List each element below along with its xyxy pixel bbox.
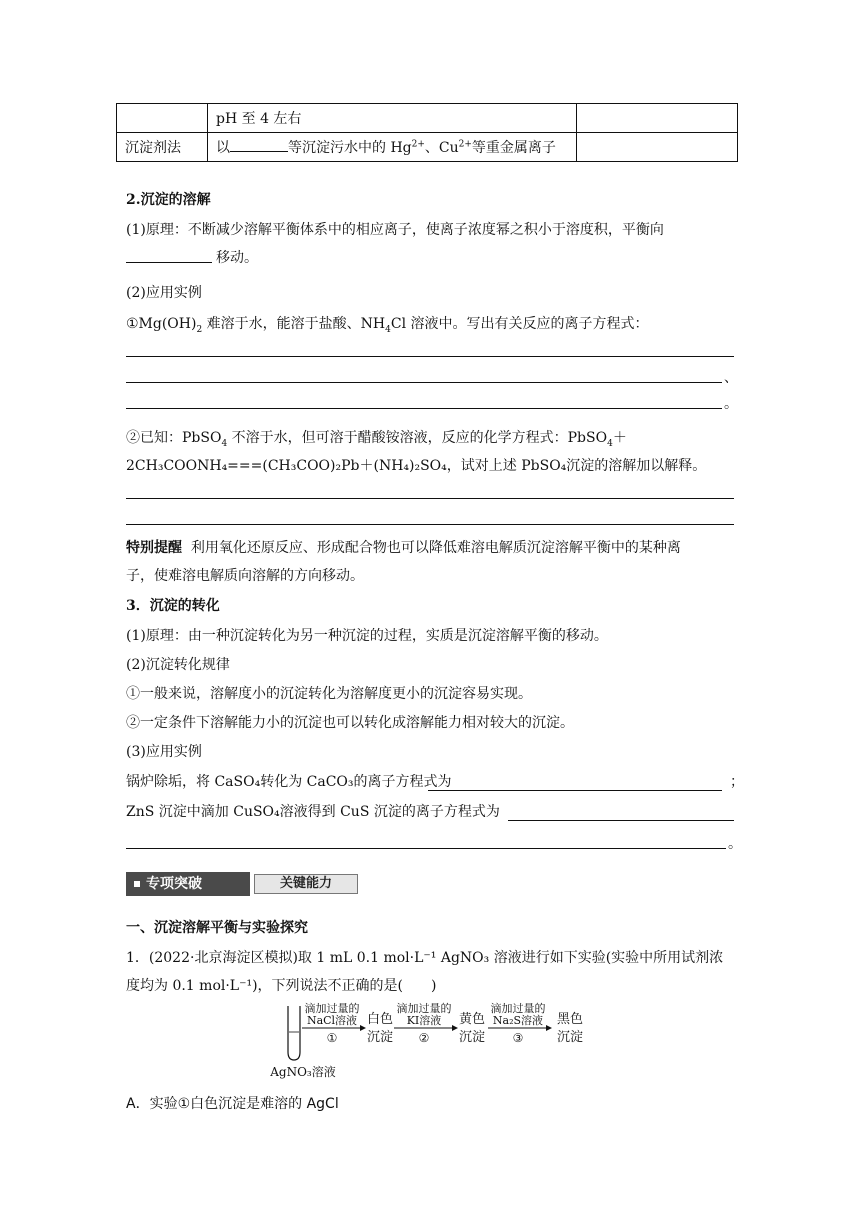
step1-reagent: NaCl溶液 (306, 1014, 358, 1027)
tip-paragraph (126, 538, 681, 558)
result3-b: 沉淀 (556, 1030, 583, 1045)
table-text: 、Cu (424, 140, 459, 156)
table-text: pH 至 4 左右 (216, 111, 302, 127)
subscript: 4 (607, 438, 613, 449)
paragraph: (2)应用实例 (126, 285, 202, 301)
tip-paragraph: 子，使难溶电解质向溶解的方向移动。 (126, 568, 364, 584)
text: ＋ (612, 430, 627, 446)
paragraph: 2CH₃COONH₄===(CH₃COO)₂Pb＋(NH₄)₂SO₄，试对上述 PbSO₄沉淀的溶解加以解释。 (126, 458, 707, 474)
text: 不溶于水，但可溶于醋酸铵溶液，反应的化学方程式：PbSO (227, 430, 608, 446)
step3-reagent: Na₂S溶液 (492, 1014, 544, 1027)
table-cell (208, 133, 577, 162)
square-icon (134, 881, 140, 887)
answer-line[interactable] (126, 498, 734, 499)
table-cell (577, 133, 738, 162)
step3-top: 滴加过量的 (490, 1002, 546, 1015)
banner-dark-label: 专项突破 (146, 876, 202, 892)
text: Cl 溶液中。写出有关反应的离子方程式： (390, 316, 649, 332)
subscript: 4 (385, 324, 391, 335)
section-heading: 一、沉淀溶解平衡与实验探究 (126, 920, 308, 936)
paragraph: (3)应用实例 (126, 744, 202, 760)
test-tube-icon (288, 1006, 300, 1060)
blank-line[interactable] (230, 137, 288, 152)
punctuation: 。 (724, 396, 738, 412)
table-cell (117, 104, 208, 133)
superscript: 2+ (411, 139, 425, 150)
result3-a: 黑色 (556, 1012, 583, 1027)
paragraph: (1)原理：不断减少溶解平衡体系中的相应离子，使离子浓度幂之积小于溶度积，平衡向 (126, 222, 664, 238)
paragraph: 锅炉除垢，将 CaSO₄转化为 CaCO₃的离子方程式为 (126, 774, 452, 790)
paragraph: ②一定条件下溶解能力小的沉淀也可以转化成溶解能力相对较大的沉淀。 (126, 715, 574, 731)
result1-b: 沉淀 (366, 1030, 393, 1045)
tip-label: 特别提醒 (126, 540, 182, 556)
paragraph: ①一般来说，溶解度小的沉淀转化为溶解度更小的沉淀容易实现。 (126, 686, 532, 702)
result1-a: 白色 (366, 1012, 393, 1027)
step1-num: ① (326, 1031, 338, 1045)
text: ②已知：PbSO (126, 430, 222, 446)
step2-num: ② (418, 1031, 430, 1045)
experiment-diagram (270, 1002, 596, 1084)
answer-line[interactable] (428, 790, 722, 791)
paragraph (126, 314, 649, 334)
punctuation: 。 (728, 836, 742, 852)
answer-line[interactable] (126, 848, 726, 849)
superscript: 2+ (458, 139, 472, 150)
paragraph: (1)原理：由一种沉淀转化为另一种沉淀的过程，实质是沉淀溶解平衡的移动。 (126, 628, 608, 644)
subscript: 2 (196, 324, 203, 335)
step2-reagent: KI溶液 (406, 1014, 442, 1027)
paragraph: (2)沉淀转化规律 (126, 657, 230, 673)
table-cell (577, 104, 738, 133)
step2-top: 滴加过量的 (396, 1002, 452, 1015)
punctuation: 、 (724, 370, 738, 386)
table-text: 以 (216, 140, 230, 156)
text: ①Mg(OH) (126, 316, 197, 332)
subscript: 4 (221, 438, 228, 449)
table-cell (208, 104, 577, 133)
tube-label: AgNO₃溶液 (270, 1065, 336, 1079)
paragraph: ZnS 沉淀中滴加 CuSO₄溶液得到 CuS 沉淀的离子方程式为 (126, 804, 500, 820)
table-text: 沉淀剂法 (125, 140, 181, 156)
banner-dark (126, 872, 250, 896)
question-text: 度均为 0.1 mol·L⁻¹)，下列说法不正确的是( ) (126, 978, 437, 994)
answer-line[interactable] (126, 408, 722, 409)
table-cell (117, 133, 208, 162)
table-text: 等沉淀污水中的 Hg (288, 140, 412, 156)
blank-line[interactable] (126, 262, 212, 263)
table-text: 等重金属离子 (471, 140, 556, 156)
answer-line[interactable] (126, 382, 722, 383)
punctuation: ； (730, 774, 744, 790)
banner-light: 关键能力 (254, 874, 358, 894)
paragraph (126, 428, 627, 448)
step1-top: 滴加过量的 (304, 1002, 360, 1015)
answer-line[interactable] (126, 524, 734, 525)
section-heading: 2.沉淀的溶解 (126, 192, 211, 208)
question-text: 1．(2022·北京海淀区模拟)取 1 mL 0.1 mol·L⁻¹ AgNO₃ 溶液进行如下实验(实验中所用试剂浓 (126, 950, 724, 966)
result2-a: 黄色 (458, 1012, 485, 1027)
answer-line[interactable] (508, 820, 734, 821)
section-banner (126, 872, 358, 896)
step3-num: ③ (512, 1031, 524, 1045)
paragraph: 移动。 (216, 250, 258, 266)
answer-line[interactable] (126, 356, 734, 357)
tip-text: 利用氧化还原反应、形成配合物也可以降低难溶电解质沉淀溶解平衡中的某种离 (190, 540, 681, 556)
option-a: A．实验①白色沉淀是难溶的 AgCl (126, 1096, 339, 1112)
method-table (116, 103, 738, 162)
result2-b: 沉淀 (458, 1030, 485, 1045)
section-heading: 3．沉淀的转化 (126, 598, 220, 614)
text: 难溶于水，能溶于盐酸、NH (202, 316, 386, 332)
